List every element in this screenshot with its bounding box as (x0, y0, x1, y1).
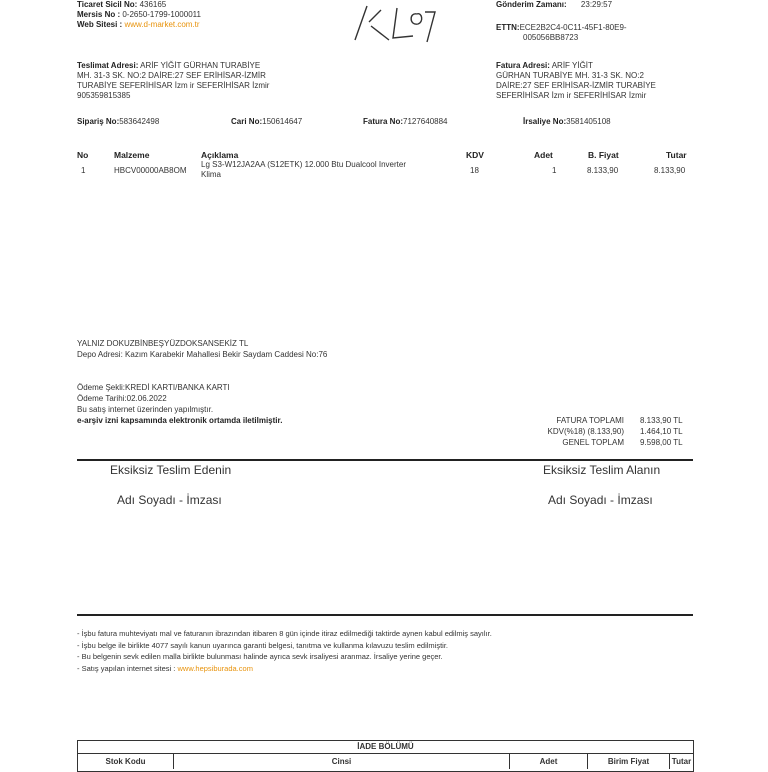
send-time-label: Gönderim Zamanı: (496, 0, 567, 9)
signature-top-rule (77, 459, 693, 461)
mersis-value: 0-2650-1799-1000011 (122, 10, 201, 19)
row-unit-price: 8.133,90 (587, 166, 619, 175)
grand-total-value: 9.598,00 TL (640, 438, 683, 447)
return-col-stock-code: Stok Kodu (78, 754, 174, 769)
billing-address (496, 61, 696, 101)
hepsiburada-link[interactable]: www.hepsiburada.com (177, 663, 253, 673)
order-number (77, 117, 159, 127)
return-section-header-row (78, 754, 693, 769)
return-section (77, 740, 694, 772)
payment-date: Ödeme Tarihi:02.06.2022 (77, 394, 167, 403)
delivery-phone: 905359815385 (77, 91, 131, 100)
depot-address: Depo Adresi: Kazım Karabekir Mahallesi Bekir Saydam Caddesi No:76 (77, 350, 328, 359)
footer-line3: - Bu belgenin sevk edilen malla birlikte bulunması halinde ayrıca sevk irsaliyesi aranmaz. İrsaliye yerine geçer. (77, 652, 443, 661)
invoice-number (363, 117, 448, 127)
col-header-vat: KDV (466, 150, 484, 160)
trade-registry-label: Ticaret Sicil No: (77, 0, 138, 9)
invoice-value: 7127640884 (403, 117, 448, 126)
vat-value: 1.464,10 TL (640, 427, 683, 436)
billing-line1: ARİF YİĞİT (551, 61, 593, 70)
payment-type: Ödeme Şekli:KREDİ KARTI/BANKA KARTI (77, 383, 230, 392)
send-time (496, 0, 612, 10)
return-section-title: İADE BÖLÜMÜ (78, 741, 693, 754)
return-col-type: Cinsi (174, 754, 510, 769)
delivery-address (77, 61, 337, 101)
billing-line2: GÜRHAN TURABİYE MH. 31-3 SK. NO:2 (496, 71, 644, 80)
ettn-line2: 005056BB8723 (523, 33, 579, 42)
row-description-line1: Lg S3-W12JA2AA (S12ETK) 12.000 Btu Dualcool Inverter (201, 160, 406, 169)
vat-label: KDV(%18) (8.133,90) (547, 427, 624, 436)
billing-line3: DAİRE:27 SEF ERİHİSAR-İZMİR TURABİYE (496, 81, 656, 90)
footer-line1: - İşbu fatura muhteviyatı mal ve faturanın ibrazından itibaren 8 gün içinde itiraz edilmediği taktirde aynen kabul edilmiş sayılır. (77, 629, 492, 638)
return-col-total: Tutar (671, 757, 692, 766)
website-label: Web Sitesi : (77, 20, 123, 29)
mersis-label: Mersis No : (77, 10, 121, 19)
col-header-material: Malzeme (114, 150, 150, 160)
seller-info (77, 0, 201, 30)
waybill-number (523, 117, 611, 127)
trade-registry-value: 436165 (139, 0, 167, 9)
delivery-line3: TURABİYE SEFERİHİSAR İzm ir SEFERİHİSAR İzmir (77, 81, 270, 90)
signature-bottom-rule (77, 614, 693, 616)
ettn (496, 23, 627, 33)
ettn-line1: ECE2B2C4-0C11-45F1-80E9- (519, 23, 627, 32)
amount-in-words: YALNIZ DOKUZBİNBEŞYÜZDOKSANSEKİZ TL (77, 339, 249, 348)
handwritten-signature (345, 0, 440, 51)
row-description-line2: Klima (201, 170, 222, 179)
row-total: 8.133,90 (654, 166, 686, 175)
return-col-unit-price: Birim Fiyat (588, 754, 670, 769)
delivery-label: Teslimat Adresi: (77, 61, 139, 70)
subtotal-label: FATURA TOPLAMI (556, 416, 624, 425)
footer-notes (77, 628, 693, 674)
send-time-value: 23:29:57 (580, 0, 613, 9)
account-number (231, 117, 302, 127)
col-header-qty: Adet (534, 150, 553, 160)
row-vat: 18 (470, 166, 479, 175)
col-header-total: Tutar (666, 150, 687, 160)
footer-line2: - İşbu belge ile birlikte 4077 sayılı kanun uyarınca garanti belgesi, tanıtma ve kullanma kılavuzu teslim edilmiştir. (77, 640, 449, 650)
subtotal-value: 8.133,90 TL (640, 416, 683, 425)
return-col-qty: Adet (510, 754, 588, 769)
billing-label: Fatura Adresi: (496, 61, 550, 70)
invoice-label: Fatura No: (363, 117, 403, 126)
row-material: HBCV00000AB8OM (114, 166, 187, 175)
website-link[interactable]: www.d-market.com.tr (124, 20, 200, 29)
delivery-line2: MH. 31-3 SK. NO:2 DAİRE:27 SEF ERİHİSAR-İZMİR (77, 71, 266, 80)
footer-line4-label: - Satış yapılan internet sitesi : (77, 663, 176, 673)
internet-sale-note: Bu satış internet üzerinden yapılmıştır. (77, 405, 214, 414)
waybill-value: 3581405108 (566, 117, 611, 126)
deliverer-label: Eksiksiz Teslim Edenin (110, 463, 232, 477)
deliverer-name-sign: Adı Soyadı - İmzası (117, 493, 222, 507)
receiver-name-sign: Adı Soyadı - İmzası (548, 493, 653, 507)
order-value: 583642498 (119, 117, 160, 126)
receiver-label: Eksiksiz Teslim Alanın (543, 463, 661, 477)
delivery-line1: ARİF YİĞİT GÜRHAN TURABİYE (140, 61, 261, 70)
e-archive-note: e-arşiv izni kapsamında elektronik ortamda iletilmiştir. (77, 416, 283, 425)
account-value: 150614647 (262, 117, 303, 126)
col-header-no: No (77, 150, 89, 160)
col-header-unit-price: B. Fiyat (588, 150, 619, 160)
row-no: 1 (81, 166, 86, 175)
col-header-description: Açıklama (201, 150, 239, 160)
waybill-label: İrsaliye No: (523, 117, 567, 126)
billing-line4: SEFERİHİSAR İzm ir SEFERİHİSAR İzmir (496, 91, 647, 100)
order-label: Sipariş No: (77, 117, 120, 126)
account-label: Cari No: (231, 117, 263, 126)
row-qty: 1 (552, 166, 557, 175)
grand-total-label: GENEL TOPLAM (562, 438, 624, 447)
ettn-label: ETTN: (496, 23, 520, 32)
